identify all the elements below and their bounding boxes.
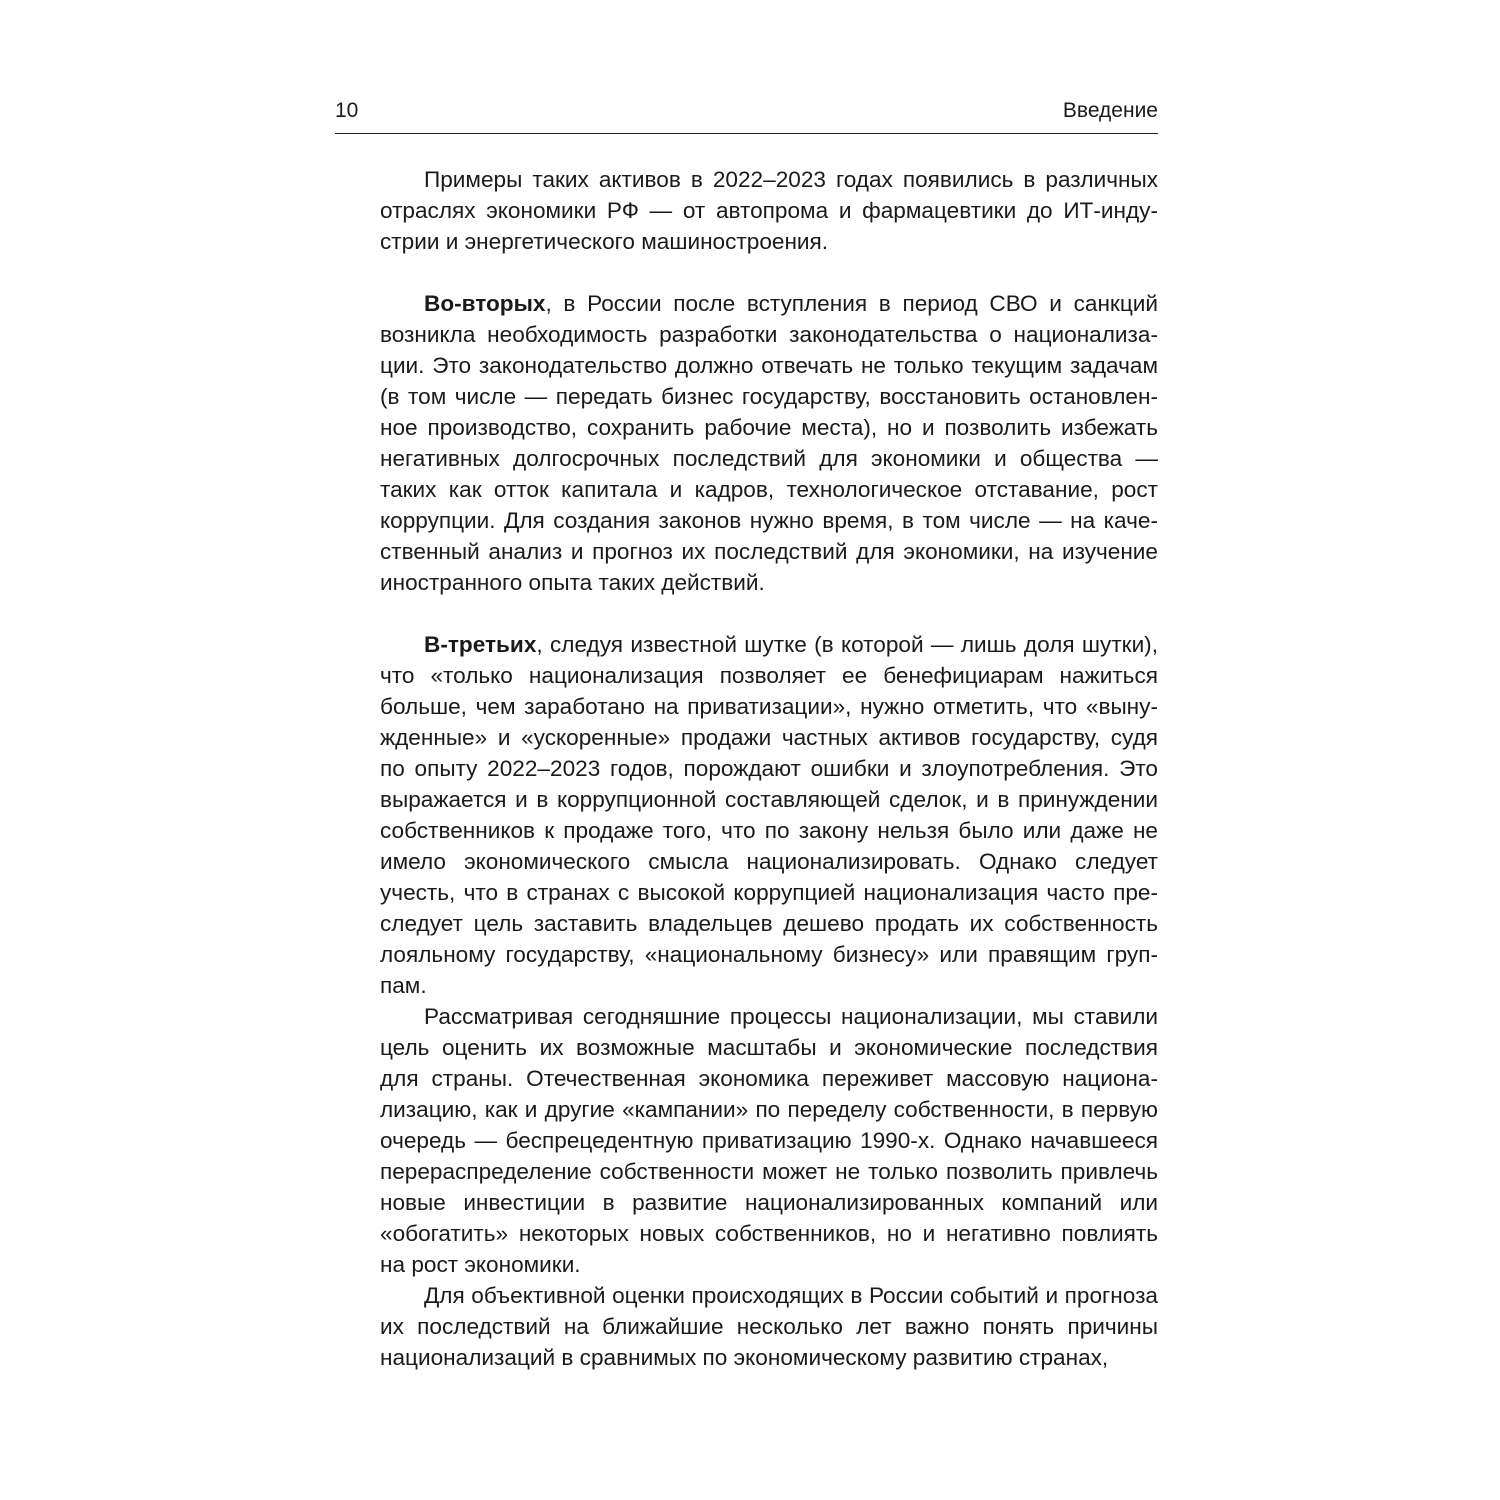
paragraph-objective <box>380 1280 1158 1373</box>
header-rule <box>335 133 1158 134</box>
body-text <box>380 164 1158 1373</box>
section-title: Введение <box>1062 99 1158 122</box>
paragraph-lead: Во-вторых <box>424 291 546 316</box>
paragraph-text: , в России после вступления в период СВО и санкций возникла необходимость разработки законодательства о национализации. Это законодательство должно отвечать не только текущим задачам (в том числе — передать бизнес государству, восстановить остановленное производство, сохранить рабочие места), но и позволить избежать негативных долгосрочных последствий для экономики и общества — таких как отток капитала и кадров, технологическое отставание, рост коррупции. Для создания законов нужно время, в том числе — на качественный анализ и прогноз их последствий для экономики, на изучение иностранного опыта таких действий. <box>380 291 1158 595</box>
paragraph-lead: В-третьих <box>424 632 537 657</box>
paragraph-text: Для объективной оценки происходящих в России событий и прогноза их последствий на ближайшие несколько лет важно понять причины национализаций в сравнимых по экономическому развитию странах, <box>380 1283 1158 1370</box>
paragraph-examples <box>380 164 1158 257</box>
paragraph-text: , следуя известной шутке (в которой — лишь доля шутки), что «только национализация позволяет ее бенефициарам нажиться больше, чем заработано на приватизации», нужно отметить, что «вынужденные» и «ускоренные» продажи частных активов государству, судя по опыту 2022–2023 годов, порождают ошибки и злоупотребления. Это выражается и в коррупционной составляющей сделок, и в принуждении собственников к продаже того, что по закону нельзя было или даже не имело экономического смысла национализировать. Однако следует учесть, что в странах с высокой коррупцией национализация часто преследует цель заставить владельцев дешево продать их собственность лояльному государству, «национальному бизнесу» или правящим группам. <box>380 632 1158 998</box>
paragraph-text: Рассматривая сегодняшние процессы национализации, мы ставили цель оценить их возможные масштабы и экономические последствия для страны. Отечественная экономика переживет массовую национализацию, как и другие «кампании» по переделу собственности, в первую очередь — беспрецедентную приватизацию 1990-х. Однако начавшееся перераспределение собственности может не только позволить привлечь новые инвестиции в развитие национализированных компаний или «обогатить» некоторых новых собственников, но и негативно повлиять на рост экономики. <box>380 1004 1158 1277</box>
paragraph-secondly <box>380 288 1158 598</box>
page-number: 10 <box>335 99 359 122</box>
paragraph-text: Примеры таких активов в 2022–2023 годах появились в различных отраслях экономики РФ — от автопрома и фармацевтики до ИТ-индустрии и энергетического машиностроения. <box>380 167 1158 254</box>
paragraph-considering <box>380 1001 1158 1280</box>
paragraph-thirdly <box>380 629 1158 1001</box>
running-header <box>335 96 1158 126</box>
